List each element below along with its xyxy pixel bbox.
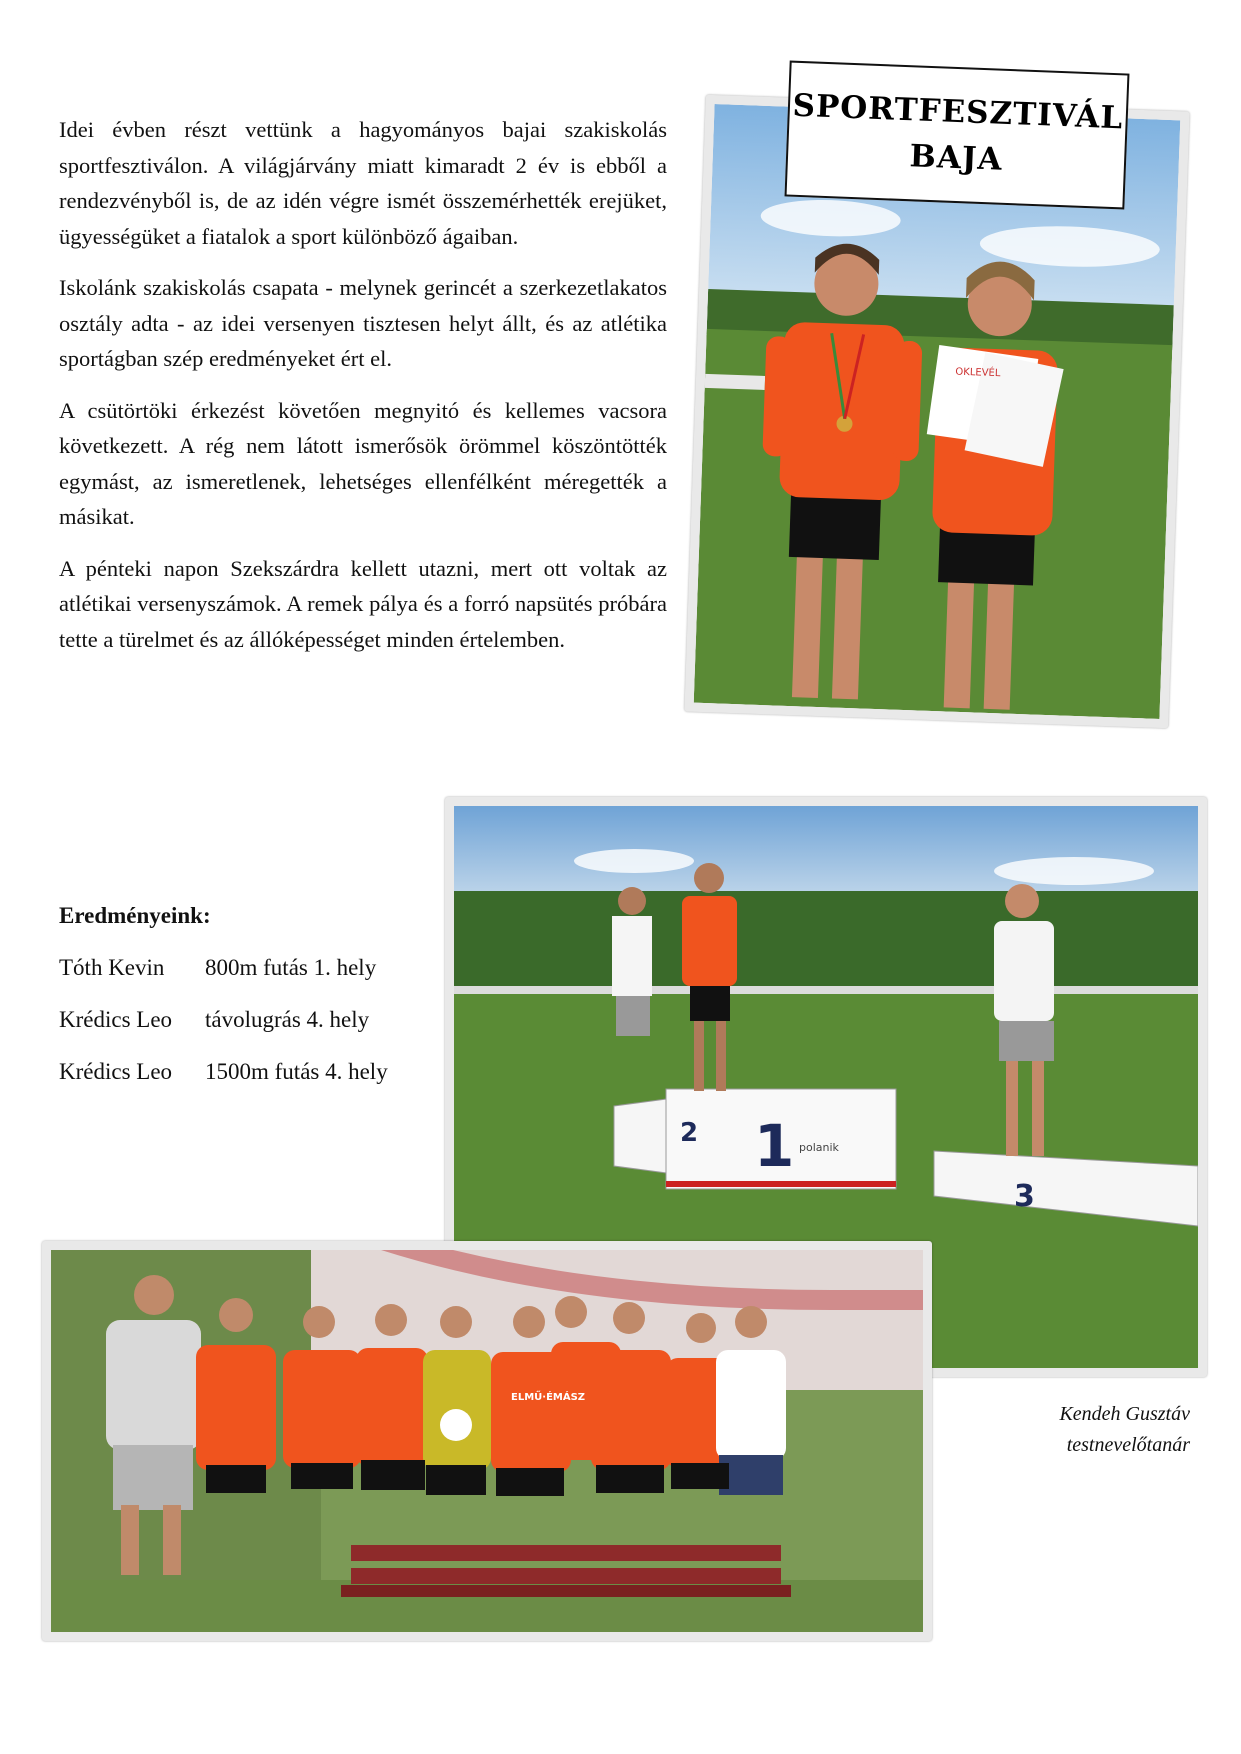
jersey-brand-text: ELMŰ·ÉMÁSZ <box>511 1392 586 1403</box>
podium-2-number: 2 <box>680 1118 699 1148</box>
result-name: Tóth Kevin <box>59 955 165 980</box>
signature <box>970 1399 1190 1461</box>
page-subtitle: BAJA <box>908 138 1004 178</box>
results-list <box>59 890 449 1098</box>
podium-3-number: 3 <box>1014 1179 1035 1214</box>
result-row <box>59 994 449 1046</box>
signature-name: Kendeh Gusztáv <box>1059 1403 1190 1425</box>
podium-brand: polanik <box>799 1141 839 1154</box>
result-value: távolugrás 4. hely <box>205 1007 370 1032</box>
diploma-label: OKLEVÉL <box>955 366 1001 380</box>
podium-1-number: 1 <box>754 1112 795 1180</box>
result-name: Krédics Leo <box>59 1007 173 1032</box>
article-paragraph-3: A csütörtöki érkezést követően megnyitó és kellemes vacsora következett. A rég nem látott ismerősök örömmel köszöntötték egymást, az ismeretlenek, lehetséges ellenfélként méregették a másikat. <box>59 397 667 529</box>
article-body <box>59 112 667 673</box>
result-row <box>59 942 449 994</box>
results-heading: Eredményeink: <box>59 903 211 928</box>
article-paragraph-2: Iskolánk szakiskolás csapata - melynek gerincét a szerkezetlakatos osztály adta - az idei versenyen tisztesen helyt állt, és az atlétika sportágban szép eredményeket ért el. <box>59 275 667 371</box>
result-name: Krédics Leo <box>59 1059 173 1084</box>
article-paragraph-4: A pénteki napon Szekszárdra kellett utazni, mert ott voltak az atlétikai versenyszámok. A remek pálya és a forró napsütés próbára tette a türelmet és az állóképességet minden értelemben. <box>59 555 667 652</box>
result-value: 1500m futás 4. hely <box>205 1059 388 1084</box>
result-value: 800m futás 1. hely <box>205 955 377 980</box>
signature-role: testnevelőtanár <box>1066 1434 1190 1456</box>
article-paragraph-1: Idei évben részt vettünk a hagyományos bajai szakiskolás sportfesztiválon. A világjárvány miatt kimaradt 2 év is ebből a rendezvényből is, de az idén végre ismét összemérhették erejüket, ügyességüket a fiatalok a sport különböző ágaiban. <box>59 117 667 249</box>
photo-team-image <box>51 1250 923 1632</box>
photo-team <box>42 1241 932 1641</box>
page-title-box <box>785 61 1130 210</box>
result-row <box>59 1046 449 1098</box>
page-title: SPORTFESZTIVÁL <box>791 87 1124 137</box>
